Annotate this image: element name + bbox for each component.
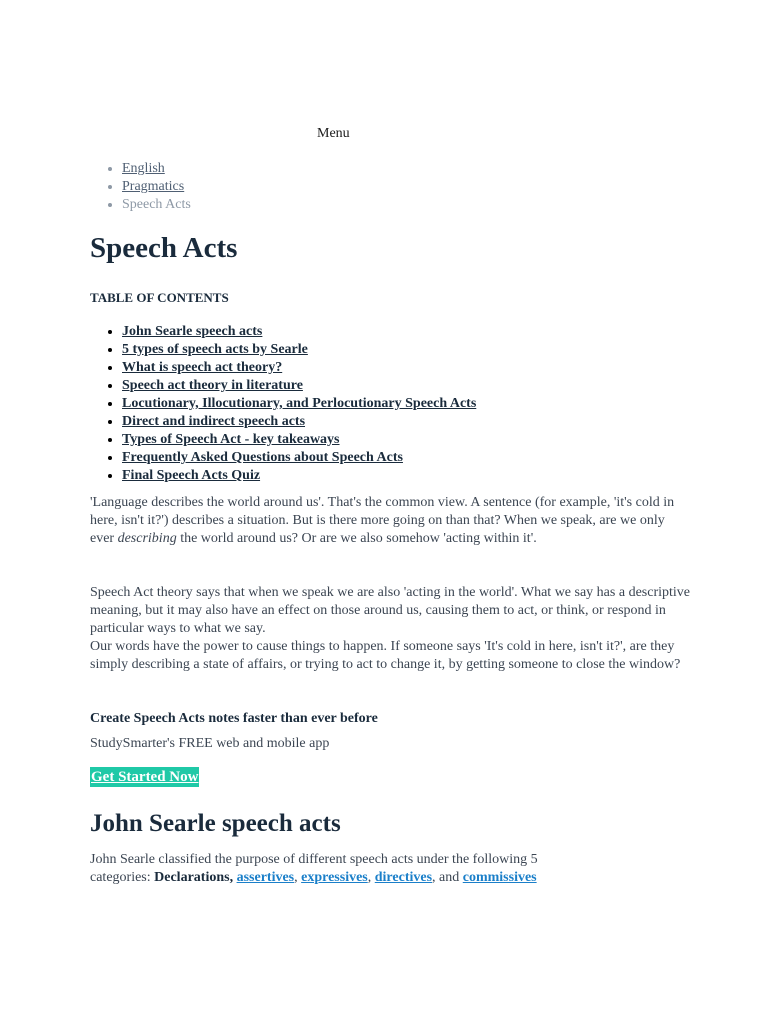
toc-link-direct-indirect[interactable]: Direct and indirect speech acts: [122, 414, 306, 429]
toc-item: [122, 449, 476, 467]
intro-p1-emphasis: describing: [117, 531, 177, 546]
get-started-button[interactable]: Get Started Now: [91, 769, 199, 785]
toc-item: [122, 395, 476, 413]
toc-link-literature[interactable]: Speech act theory in literature: [122, 378, 303, 393]
breadcrumb-current: Speech Acts: [122, 197, 191, 212]
and-text: , and: [432, 870, 463, 885]
declarations-term: Declarations,: [154, 870, 234, 885]
toc-item: [122, 359, 476, 377]
breadcrumb-link-pragmatics[interactable]: Pragmatics: [122, 179, 185, 194]
toc-link-locutionary[interactable]: Locutionary, Illocutionary, and Perlocutionary Speech Acts: [122, 396, 477, 411]
toc-item: [122, 341, 476, 359]
breadcrumb: [96, 160, 191, 214]
breadcrumb-item-english: [122, 160, 191, 178]
toc-link-quiz[interactable]: Final Speech Acts Quiz: [122, 468, 261, 483]
toc-link-5-types[interactable]: 5 types of speech acts by Searle: [122, 342, 308, 357]
menu-button[interactable]: Menu: [317, 126, 350, 141]
commissives-link[interactable]: commissives: [462, 870, 537, 885]
intro-paragraph-2: [90, 584, 690, 674]
cta-subtitle: StudySmarter's FREE web and mobile app: [90, 736, 330, 751]
assertives-link[interactable]: assertives: [236, 870, 295, 885]
page-title: Speech Acts: [90, 232, 238, 264]
expressives-link[interactable]: expressives: [301, 870, 368, 885]
toc-item: [122, 431, 476, 449]
toc-item: [122, 413, 476, 431]
toc-item: [122, 377, 476, 395]
section-paragraph: John Searle classified the purpose of different speech acts under the following 5 categories: Declarations, assertives, expressives, directives, and commissives: [90, 852, 538, 885]
intro-paragraph-1: [90, 494, 690, 548]
table-of-contents: [96, 323, 476, 485]
toc-item: [122, 467, 476, 485]
intro-p2-line1: Speech Act theory says that when we speak we are also 'acting in the world'. What we say has a descriptive meaning, but it may also have an effect on those around us, causing them to act, or think, or respond in particular ways to what we say.: [90, 585, 690, 636]
breadcrumb-item-pragmatics: [122, 178, 191, 196]
toc-link-faq[interactable]: Frequently Asked Questions about Speech Acts: [122, 450, 403, 465]
intro-p2-line2: Our words have the power to cause things to happen. If someone says 'It's cold in here, isn't it?', are they simply describing a state of affairs, or trying to act to change it, by getting someone to close the window?: [90, 639, 681, 672]
cta-title: Create Speech Acts notes faster than ever before: [90, 711, 378, 726]
directives-link[interactable]: directives: [374, 870, 433, 885]
toc-link-john-searle[interactable]: John Searle speech acts: [122, 324, 263, 339]
toc-heading: TABLE OF CONTENTS: [90, 290, 229, 305]
intro-p1-after: the world around us? Or are we also somehow 'acting within it'.: [176, 531, 537, 546]
toc-item: [122, 323, 476, 341]
section-title: John Searle speech acts: [90, 810, 341, 837]
toc-link-key-takeaways[interactable]: Types of Speech Act - key takeaways: [122, 432, 340, 447]
toc-link-what-is[interactable]: What is speech act theory?: [122, 360, 283, 375]
intro-p1-before: 'Language describes the world around us'. That's the common view. A sentence (for example, 'it's cold in here, isn't it?') describes a situation. But is there more going on than that? When we speak, are we only ever: [90, 495, 675, 546]
breadcrumb-item-current: [122, 196, 191, 214]
section-text: John Searle classified the purpose of different speech acts under the following 5 categories:: [90, 852, 538, 885]
breadcrumb-link-english[interactable]: English: [122, 161, 165, 176]
